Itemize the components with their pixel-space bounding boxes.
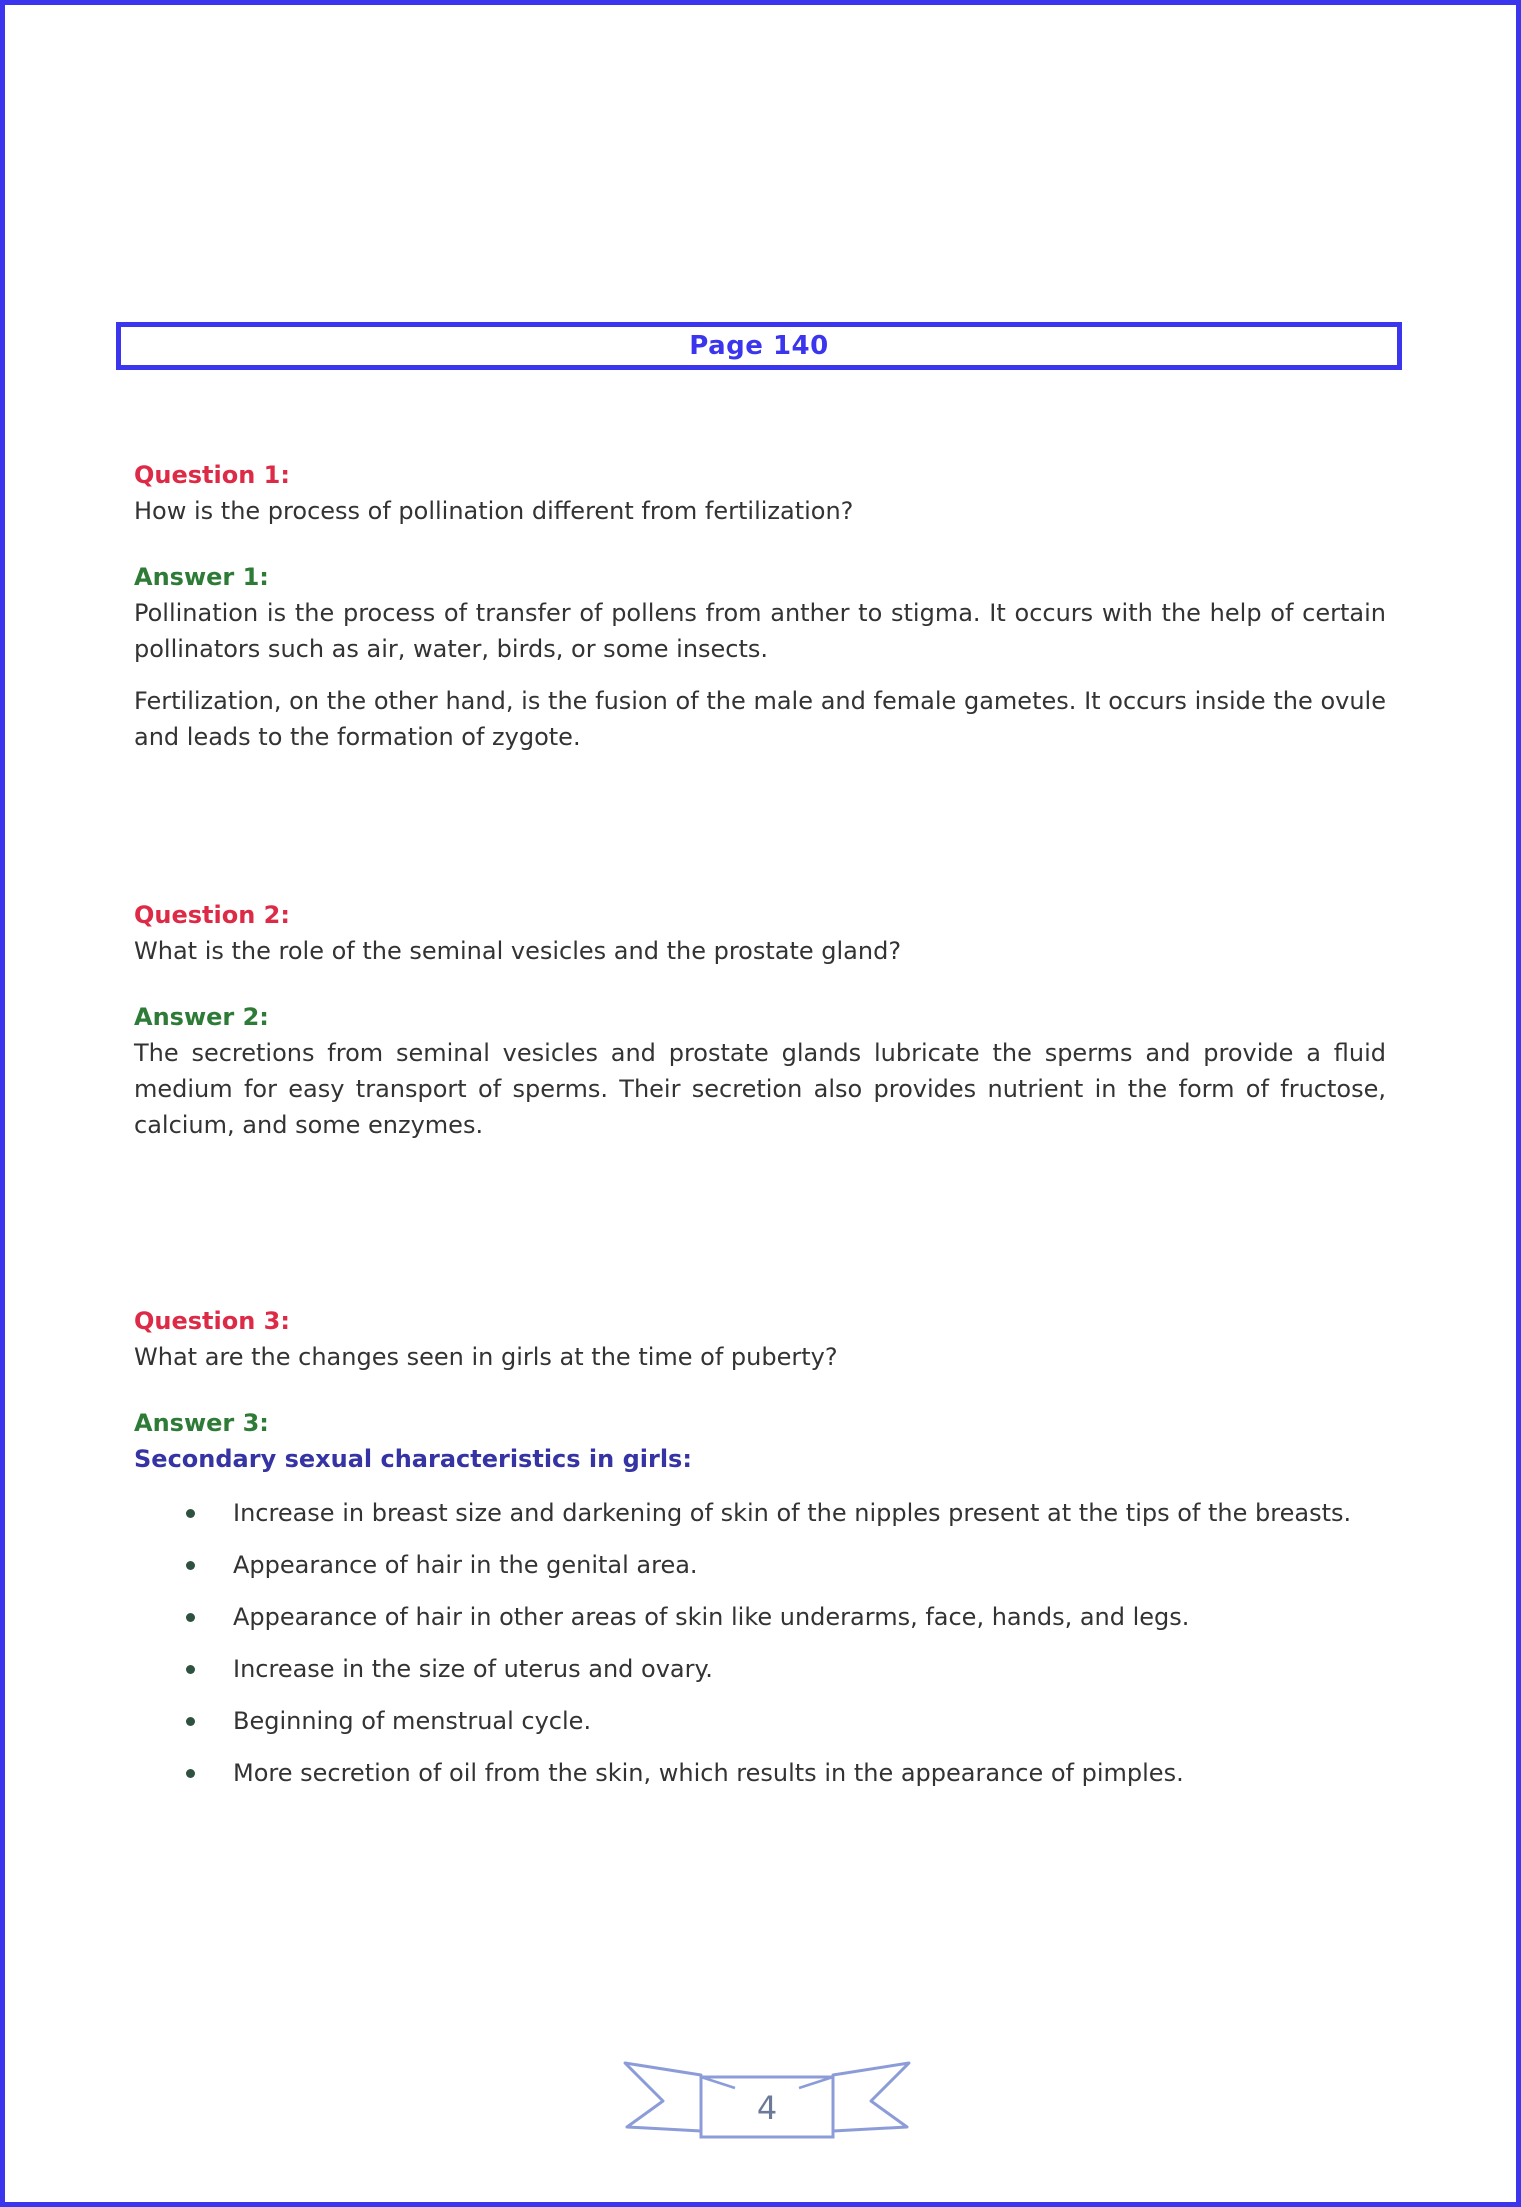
answer-label: Answer 3: <box>134 1409 269 1437</box>
bullet-item: Increase in the size of uterus and ovary. <box>134 1643 1386 1695</box>
bullet-item: Increase in breast size and darkening of skin of the nipples present at the tips of the breasts. <box>134 1487 1386 1539</box>
answer-paragraph: Pollination is the process of transfer of pollens from anther to stigma. It occurs with the help of certain pollinators such as air, water, birds, or some insects. <box>134 599 1386 663</box>
qa-section-2 <box>134 897 1386 1159</box>
bullet-item: More secretion of oil from the skin, which results in the appearance of pimples. <box>134 1747 1386 1799</box>
question-label: Question 1: <box>134 461 290 489</box>
bullet-item: Appearance of hair in the genital area. <box>134 1539 1386 1591</box>
answer-paragraph: The secretions from seminal vesicles and prostate glands lubricate the sperms and provide a fluid medium for easy transport of sperms. Their secretion also provides nutrient in the form of fructose, calcium, and some enzymes. <box>134 1039 1386 1139</box>
bullet-item: Beginning of menstrual cycle. <box>134 1695 1386 1747</box>
question-label: Question 2: <box>134 901 290 929</box>
bullet-list <box>134 1487 1386 1799</box>
bullet-item: Appearance of hair in other areas of skin like underarms, face, hands, and legs. <box>134 1591 1386 1643</box>
page-number-ribbon <box>617 2057 917 2143</box>
page-header-title: Page 140 <box>689 331 829 361</box>
question-text: What is the role of the seminal vesicles and the prostate gland? <box>134 937 902 965</box>
question-text: What are the changes seen in girls at the time of puberty? <box>134 1343 838 1371</box>
qa-section-1 <box>134 457 1386 771</box>
answer-subheading: Secondary sexual characteristics in girls: <box>134 1445 692 1473</box>
question-label: Question 3: <box>134 1307 290 1335</box>
page-header-box <box>116 322 1402 370</box>
qa-section-3 <box>134 1303 1386 1799</box>
answer-label: Answer 2: <box>134 1003 269 1031</box>
question-text: How is the process of pollination different from fertilization? <box>134 497 854 525</box>
answer-paragraph: Fertilization, on the other hand, is the fusion of the male and female gametes. It occurs inside the ovule and leads to the formation of zygote. <box>134 687 1386 751</box>
page-number: 4 <box>756 2089 778 2127</box>
ribbon-banner-icon <box>617 2057 917 2143</box>
answer-label: Answer 1: <box>134 563 269 591</box>
